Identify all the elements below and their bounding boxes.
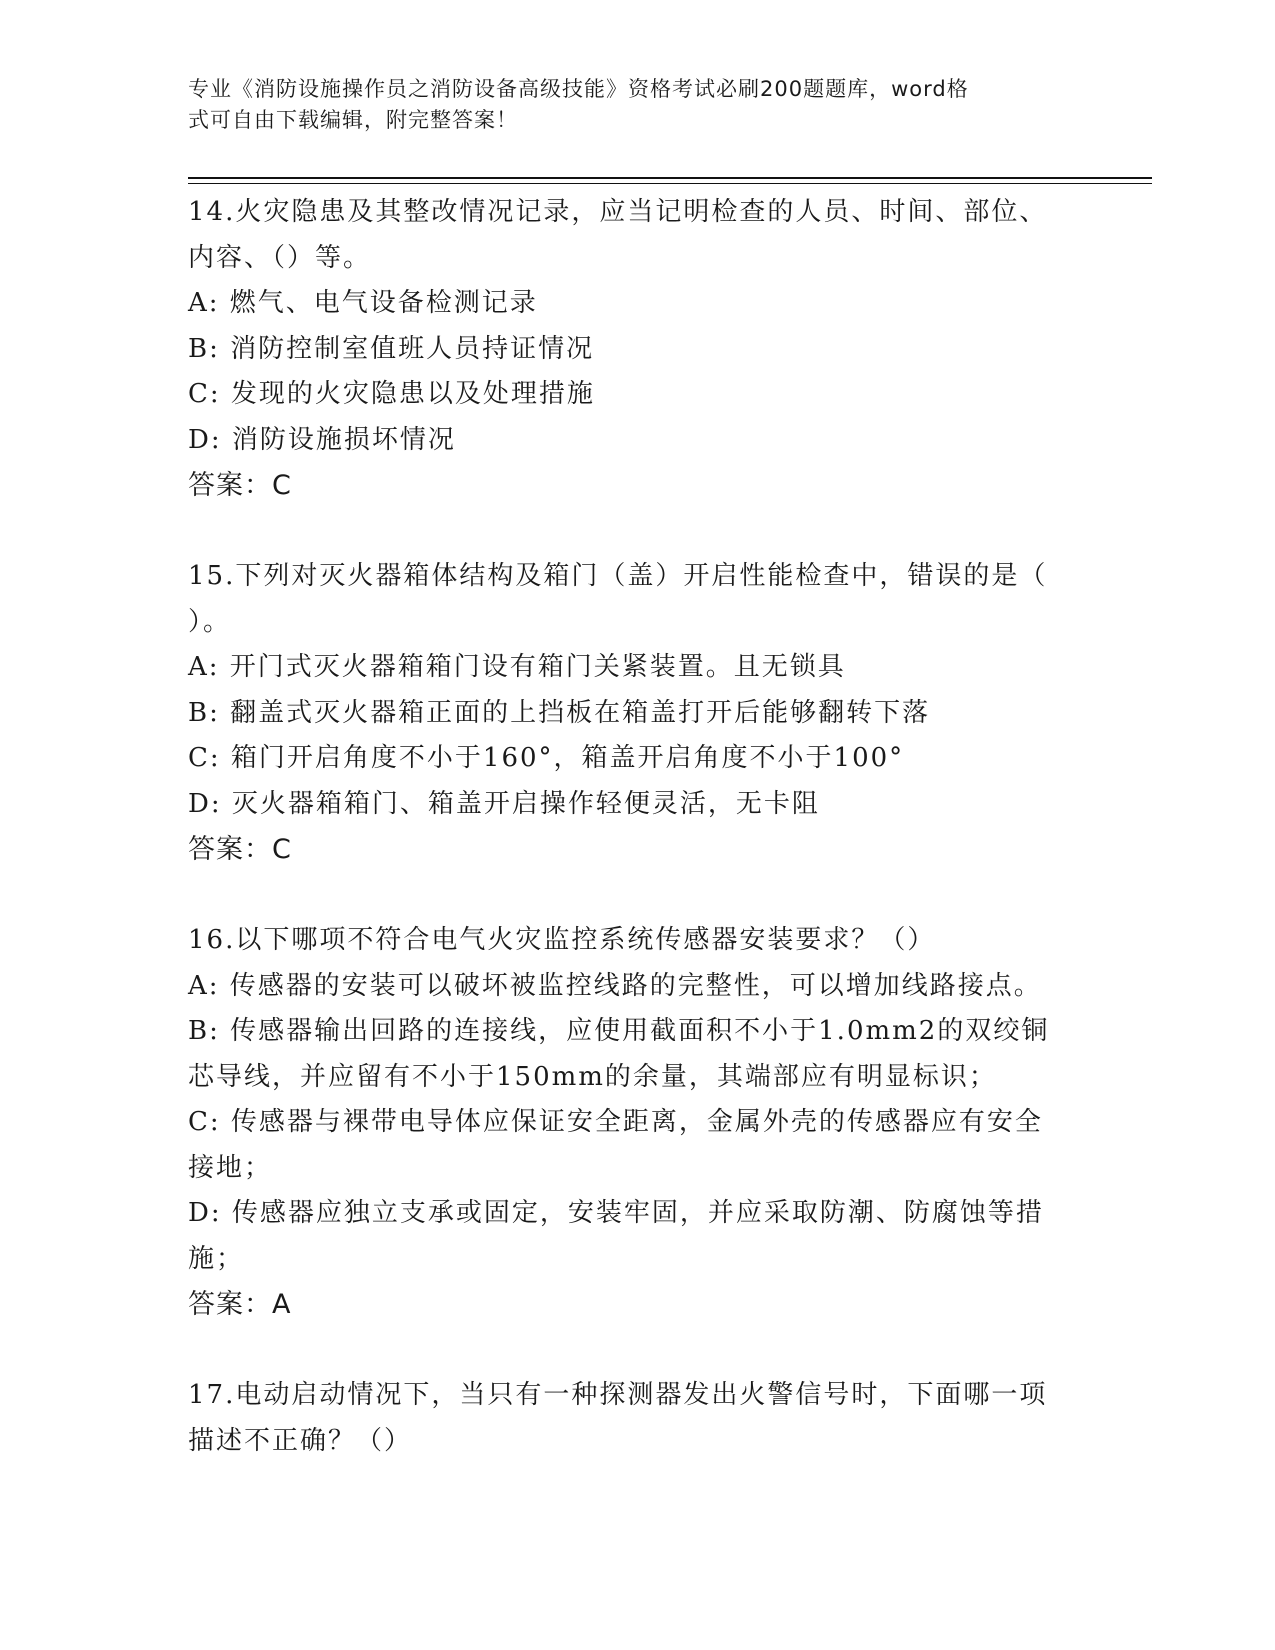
document-header <box>188 74 1068 136</box>
question-stem-line: 14.火灾隐患及其整改情况记录，应当记明检查的人员、时间、部位、 <box>188 197 1048 227</box>
option-b: B: 传感器输出回路的连接线，应使用截面积不小于1.0mm2的双绞铜 <box>188 1016 1050 1046</box>
option-a: A: 燃气、电气设备检测记录 <box>188 288 538 318</box>
option-d: D: 消防设施损坏情况 <box>188 424 456 455</box>
option-b: B: 消防控制室值班人员持证情况 <box>188 333 595 364</box>
question-14 <box>188 190 1088 509</box>
header-divider-thin <box>188 183 1152 184</box>
option-d-continued: 施； <box>188 1243 245 1274</box>
question-stem-line: 内容、（）等。 <box>188 242 372 273</box>
option-a: A: 开门式灭火器箱箱门设有箱门关紧装置。且无锁具 <box>188 652 846 682</box>
option-c: C: 箱门开启角度不小于160°，箱盖开启角度不小于100° <box>188 743 905 773</box>
answer: 答案：A <box>188 1289 292 1320</box>
option-d: D: 传感器应独立支承或固定，安装牢固，并应采取防潮、防腐蚀等措 <box>188 1198 1044 1228</box>
header-line-1: 专业《消防设施操作员之消防设备高级技能》资格考试必刷200题题库，word格 <box>188 77 969 101</box>
option-c: C: 发现的火灾隐患以及处理措施 <box>188 379 595 409</box>
header-divider-thick <box>188 177 1152 179</box>
option-b: B: 翻盖式灭火器箱正面的上挡板在箱盖打开后能够翻转下落 <box>188 697 931 728</box>
question-stem-line: 15.下列对灭火器箱体结构及箱门（盖）开启性能检查中，错误的是（ <box>188 561 1048 591</box>
option-b-continued: 芯导线，并应留有不小于150mm的余量，其端部应有明显标识； <box>188 1061 997 1092</box>
question-stem-line: 16.以下哪项不符合电气火灾监控系统传感器安装要求？（） <box>188 925 936 955</box>
question-17 <box>188 1373 1088 1464</box>
question-stem-line: 描述不正确？（） <box>188 1425 413 1456</box>
question-list <box>188 190 1088 1510</box>
answer: 答案：C <box>188 470 292 501</box>
question-16 <box>188 918 1088 1328</box>
option-a: A: 传感器的安装可以破坏被监控线路的完整性，可以增加线路接点。 <box>188 970 1042 1001</box>
header-line-2: 式可自由下载编辑，附完整答案！ <box>188 108 518 132</box>
option-d: D: 灭火器箱箱门、箱盖开启操作轻便灵活，无卡阻 <box>188 788 820 819</box>
question-stem-line: 17.电动启动情况下，当只有一种探测器发出火警信号时，下面哪一项 <box>188 1380 1048 1410</box>
question-stem-line: ）。 <box>188 606 232 637</box>
option-c: C: 传感器与裸带电导体应保证安全距离，金属外壳的传感器应有安全 <box>188 1107 1043 1137</box>
answer: 答案：C <box>188 834 292 865</box>
option-c-continued: 接地； <box>188 1152 273 1183</box>
question-15 <box>188 554 1088 873</box>
